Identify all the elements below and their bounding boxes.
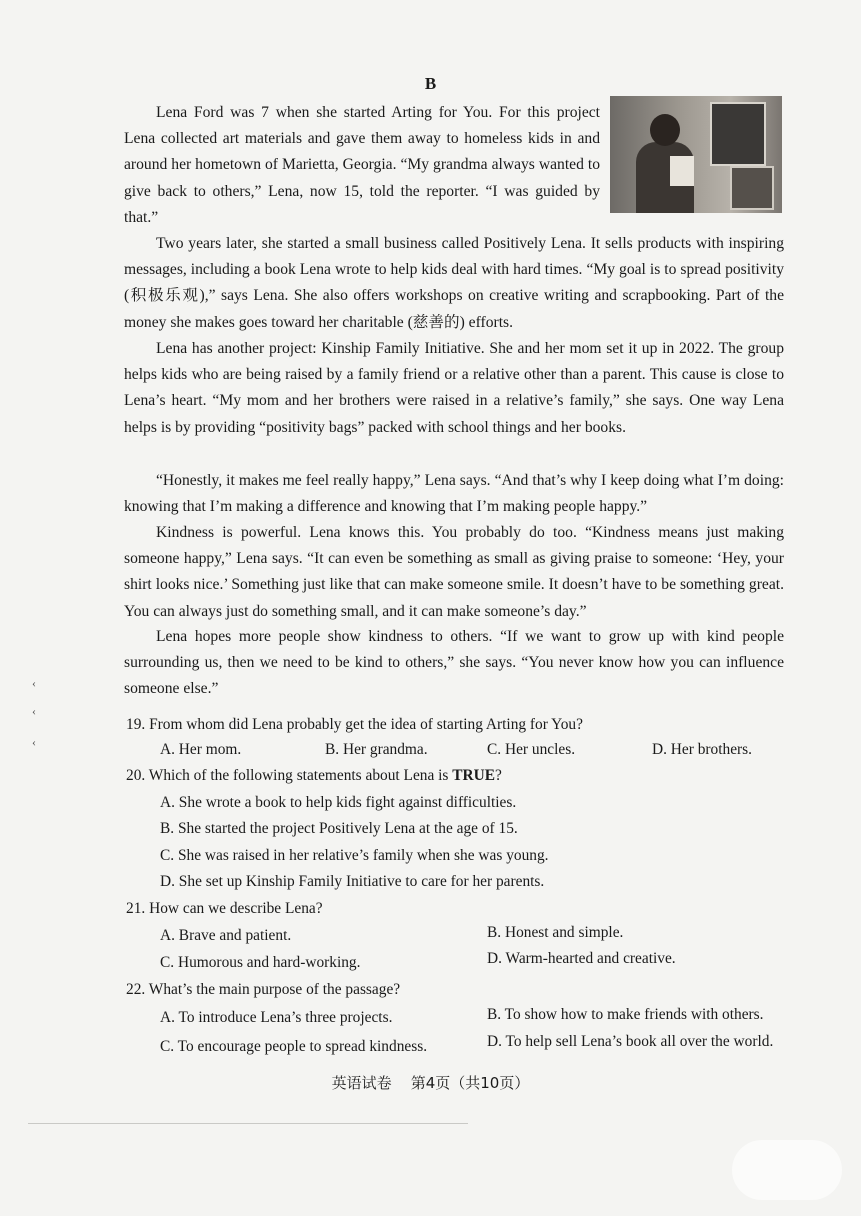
question-20-stem: 20. Which of the following statements about Lena is — [126, 767, 453, 784]
q19-option-a[interactable]: A. Her mom. — [160, 741, 242, 758]
q20-option-d[interactable]: D. She set up Kinship Family Initiative to care for her parents. — [160, 873, 545, 890]
paragraph-4: “Honestly, it makes me feel really happy,” Lena says. “And that’s why I keep doing what I’m doing: knowing that I’m making a difference and knowing that I’m making people happy.” — [124, 472, 784, 516]
q20-option-a[interactable]: A. She wrote a book to help kids fight against difficulties. — [160, 794, 517, 811]
q19-option-d[interactable]: D. Her brothers. — [652, 741, 753, 758]
margin-mark: ‹ — [32, 735, 36, 749]
lena-photo — [610, 96, 782, 213]
q20-option-c[interactable]: C. She was raised in her relative’s family when she was young. — [160, 847, 549, 864]
paragraph-2: Two years later, she started a small business called Positively Lena. It sells products with inspiring messages, including a book Lena wrote to help kids deal with hard times. “My goal is to spread positivity (积极乐观),” says Lena. She also offers workshops on creative writing and scrapbooking. Part of the money she makes goes toward her charitable (慈善的) efforts. — [124, 235, 784, 331]
question-20-end: ? — [495, 767, 502, 784]
page-footer: 英语试卷 第4页（共10页） — [331, 1074, 530, 1092]
margin-mark: ‹ — [32, 676, 36, 690]
q19-option-b[interactable]: B. Her grandma. — [325, 741, 428, 758]
q22-option-b[interactable]: B. To show how to make friends with others. — [487, 1006, 764, 1023]
question-22: 22. What’s the main purpose of the passage? — [126, 981, 401, 998]
q22-option-c[interactable]: C. To encourage people to spread kindness. — [160, 1038, 428, 1055]
question-19: 19. From whom did Lena probably get the idea of starting Arting for You? — [126, 716, 583, 733]
q21-option-d[interactable]: D. Warm-hearted and creative. — [487, 950, 676, 967]
paragraph-5: Kindness is powerful. Lena knows this. You probably do too. “Kindness means just making someone happy,” Lena says. “It can even be something as small as giving praise to someone: ‘Hey, your shirt looks nice.’ Something just like that can make someone smile. It doesn’t have to be something great. You can always just do something small, and it can make someone’s day.” — [124, 524, 784, 620]
q22-option-a[interactable]: A. To introduce Lena’s three projects. — [160, 1009, 393, 1026]
question-20 — [126, 765, 502, 787]
paragraph-1: Lena Ford was 7 when she started Arting for You. For this project Lena collected art materials and gave them away to homeless kids in and around her hometown of Marietta, Georgia. “My grandma always wanted to give back to others,” Lena, now 15, told the reporter. “I was guided by that.” — [124, 104, 600, 226]
section-label: B — [424, 74, 437, 93]
bottom-rule — [28, 1123, 468, 1124]
paragraph-6: Lena hopes more people show kindness to others. “If we want to grow up with kind people surrounding us, then we need to be kind to others,” she says. “You never know how you can influence someone else.” — [124, 628, 784, 698]
q21-option-c[interactable]: C. Humorous and hard-working. — [160, 954, 361, 971]
paragraph-3: Lena has another project: Kinship Family Initiative. She and her mom set it up in 2022. The group helps kids who are being raised by a family friend or a relative other than a parent. This cause is close to Lena’s heart. “My mom and her brothers were raised in a relative’s family,” she says. One way Lena helps is by providing “positivity bags” packed with school things and her books. — [124, 340, 784, 436]
q19-option-c[interactable]: C. Her uncles. — [487, 741, 576, 758]
q22-option-d[interactable]: D. To help sell Lena’s book all over the world. — [487, 1033, 774, 1050]
q21-option-b[interactable]: B. Honest and simple. — [487, 924, 624, 941]
scan-glare — [732, 1140, 842, 1200]
question-20-emphasis: TRUE — [452, 767, 496, 784]
q20-option-b[interactable]: B. She started the project Positively Lena at the age of 15. — [160, 820, 518, 837]
q21-option-a[interactable]: A. Brave and patient. — [160, 927, 292, 944]
question-21: 21. How can we describe Lena? — [126, 900, 323, 917]
margin-mark: ‹ — [32, 704, 36, 718]
